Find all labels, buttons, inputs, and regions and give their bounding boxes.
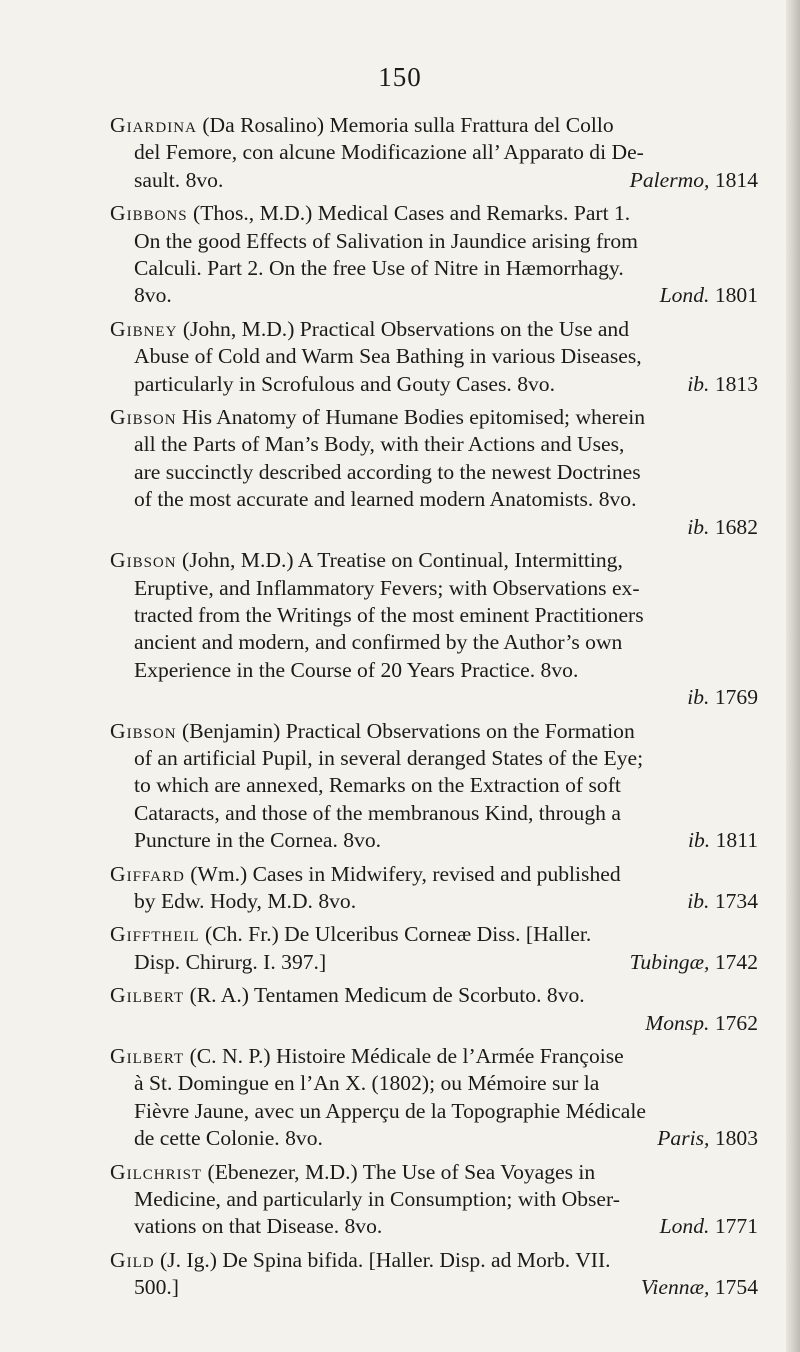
entry-line xyxy=(110,1159,758,1186)
imprint-place: Tubingæ, xyxy=(629,949,710,974)
entry-line xyxy=(110,1186,758,1213)
entry-line xyxy=(110,602,758,629)
entry-surname: Gibney xyxy=(110,316,178,341)
entry-line xyxy=(110,827,758,854)
entry-imprint xyxy=(687,888,758,915)
entry-text: (John, M.D.) A Treatise on Continual, Intermitting, xyxy=(176,548,623,573)
entry-imprint xyxy=(645,1011,758,1035)
entry-text: 500.] xyxy=(134,1275,179,1300)
imprint-place: Lond. xyxy=(659,283,710,308)
entry-surname: Gibson xyxy=(110,548,177,573)
entry-surname: Giffthеil xyxy=(110,922,200,947)
imprint-year: 1801 xyxy=(714,283,758,308)
entry-line xyxy=(110,316,758,343)
imprint-place: Paris, xyxy=(657,1126,710,1151)
imprint-year: 1682 xyxy=(714,514,758,539)
bibliography-entry xyxy=(110,1247,758,1302)
imprint-place: Viennæ, xyxy=(640,1275,710,1300)
entry-surname: Giardina xyxy=(110,113,197,137)
entry-text: particularly in Scrofulous and Gouty Cases. 8vo. xyxy=(134,371,556,396)
entry-text: Cataracts, and those of the membranous Kind, through a xyxy=(134,800,621,825)
entry-line xyxy=(110,629,758,656)
entry-line xyxy=(110,547,758,574)
entry-line xyxy=(110,949,758,976)
entry-line xyxy=(110,745,758,772)
entry-imprint xyxy=(657,1125,758,1152)
entry-line xyxy=(110,861,758,888)
entry-surname: Giffard xyxy=(110,861,185,886)
entry-text: (Ch. Fr.) De Ulceribus Corneæ Diss. [Haller. xyxy=(199,922,592,947)
entry-line xyxy=(110,1043,758,1070)
bibliography-entry xyxy=(110,200,758,310)
entry-line xyxy=(110,1274,758,1301)
entry-surname: Gilchrist xyxy=(110,1159,203,1184)
entry-surname: Gilbert xyxy=(110,983,185,1008)
imprint-place: Palermo, xyxy=(629,167,710,192)
entry-line xyxy=(110,228,758,255)
entry-text: del Femore, con alcune Modificazione all’ Apparato di De- xyxy=(134,140,644,165)
entry-line xyxy=(110,486,758,513)
bibliography-entry xyxy=(110,921,758,976)
entry-line xyxy=(110,343,758,370)
entry-surname: Gild xyxy=(110,1247,155,1272)
entry-line xyxy=(110,888,758,915)
entry-text: vations on that Disease. 8vo. xyxy=(134,1214,383,1239)
entry-line xyxy=(110,112,758,139)
entry-text: (Thos., M.D.) Medical Cases and Remarks. Part 1. xyxy=(187,201,631,226)
imprint-place: Lond. xyxy=(659,1214,710,1239)
bibliography-entry xyxy=(110,1159,758,1241)
bibliography-list xyxy=(110,112,758,1308)
entry-line xyxy=(110,200,758,227)
entry-text: (John, M.D.) Practical Observations on the Use and xyxy=(177,316,630,341)
entry-line xyxy=(110,282,758,309)
page-edge xyxy=(786,0,800,1352)
entry-text: 8vo. xyxy=(134,283,172,308)
entry-text: (Da Rosalino) Memoria sulla Frattura del Collo xyxy=(196,113,614,137)
entry-text: Fièvre Jaune, avec un Apperçu de la Topographie Médicale xyxy=(134,1098,646,1123)
entry-line xyxy=(110,1070,758,1097)
imprint-year: 1814 xyxy=(714,167,758,192)
bibliography-entry xyxy=(110,1043,758,1153)
entry-text: (R. A.) Tentamen Medicum de Scorbuto. 8vo. xyxy=(184,983,585,1008)
entry-text: à St. Domingue en l’An X. (1802); ou Mémoire sur la xyxy=(134,1071,600,1096)
entry-line xyxy=(110,657,758,684)
page-number: 150 xyxy=(378,62,422,92)
entry-imprint xyxy=(687,515,758,539)
entry-line xyxy=(110,371,758,398)
entry-text: Eruptive, and Inflammatory Fevers; with Observations ex- xyxy=(134,575,640,600)
bibliography-entry xyxy=(110,404,758,541)
entry-line xyxy=(110,1247,758,1274)
imprint-year: 1754 xyxy=(714,1275,758,1300)
entry-line xyxy=(110,982,758,1009)
imprint-year: 1813 xyxy=(714,371,758,396)
entry-text: of an artificial Pupil, in several deranged States of the Eye; xyxy=(134,745,644,770)
entry-line xyxy=(110,1213,758,1240)
entry-imprint-line xyxy=(110,1010,758,1037)
bibliography-entry xyxy=(110,547,758,711)
imprint-year: 1769 xyxy=(714,685,758,710)
imprint-place: ib. xyxy=(687,514,710,539)
bibliography-entry xyxy=(110,112,758,194)
entry-text: Experience in the Course of 20 Years Practice. 8vo. xyxy=(134,657,579,682)
bibliography-entry xyxy=(110,982,758,1037)
entry-text: Medicine, and particularly in Consumption; with Obser- xyxy=(134,1187,620,1212)
entry-line xyxy=(110,1098,758,1125)
imprint-place: ib. xyxy=(688,828,711,853)
entry-line xyxy=(110,139,758,166)
entry-text: Disp. Chirurg. I. 397.] xyxy=(134,949,327,974)
entry-text: sault. 8vo. xyxy=(134,167,224,192)
entry-text: to which are annexed, Remarks on the Extraction of soft xyxy=(134,773,621,798)
entry-imprint xyxy=(687,685,758,709)
entry-surname: Gilbert xyxy=(110,1044,185,1068)
entry-text: (C. N. P.) Histoire Médicale de l’Armée Françoise xyxy=(184,1044,624,1068)
entry-line xyxy=(110,800,758,827)
entry-line xyxy=(110,772,758,799)
entry-imprint xyxy=(687,371,758,398)
entry-line xyxy=(110,1125,758,1152)
entry-text: tracted from the Writings of the most eminent Practitioners xyxy=(134,602,644,627)
entry-imprint-line xyxy=(110,514,758,541)
entry-line xyxy=(110,255,758,282)
imprint-place: ib. xyxy=(687,371,710,396)
entry-text: Abuse of Cold and Warm Sea Bathing in various Diseases, xyxy=(134,344,642,369)
entry-text: (Ebenezer, M.D.) The Use of Sea Voyages in xyxy=(202,1159,596,1184)
entry-text: ancient and modern, and confirmed by the Author’s own xyxy=(134,630,623,655)
imprint-year: 1771 xyxy=(714,1214,758,1239)
entry-line xyxy=(110,431,758,458)
imprint-place: Monsp. xyxy=(645,1010,710,1035)
entry-surname: Gibson xyxy=(110,718,177,743)
imprint-year: 1811 xyxy=(715,828,758,853)
imprint-place: ib. xyxy=(687,685,710,710)
bibliography-entry xyxy=(110,316,758,398)
entry-imprint xyxy=(660,1213,758,1240)
entry-imprint-line xyxy=(110,684,758,711)
entry-text: de cette Colonie. 8vo. xyxy=(134,1126,323,1151)
entry-imprint xyxy=(641,1274,758,1301)
entry-text: (Benjamin) Practical Observations on the Formation xyxy=(176,718,635,743)
entry-line xyxy=(110,718,758,745)
entry-text: His Anatomy of Humane Bodies epitomised; wherein xyxy=(176,405,645,430)
entry-line xyxy=(110,404,758,431)
entry-text: of the most accurate and learned modern Anatomists. 8vo. xyxy=(134,487,637,512)
entry-line xyxy=(110,459,758,486)
imprint-place: ib. xyxy=(687,888,710,913)
entry-surname: Gibson xyxy=(110,405,177,430)
bibliography-entry xyxy=(110,718,758,855)
entry-line xyxy=(110,921,758,948)
bibliography-entry xyxy=(110,861,758,916)
entry-imprint xyxy=(630,949,758,976)
entry-text: (J. Ig.) De Spina bifida. [Haller. Disp. ad Morb. VII. xyxy=(154,1247,611,1272)
entry-imprint xyxy=(688,827,758,854)
entry-imprint xyxy=(660,282,758,309)
imprint-year: 1803 xyxy=(714,1126,758,1151)
entry-text: (Wm.) Cases in Midwifery, revised and published xyxy=(184,861,621,886)
entry-text: are succinctly described according to the newest Doctrines xyxy=(134,459,641,484)
imprint-year: 1762 xyxy=(714,1010,758,1035)
imprint-year: 1742 xyxy=(714,949,758,974)
entry-line xyxy=(110,575,758,602)
entry-text: On the good Effects of Salivation in Jaundice arising from xyxy=(134,228,638,253)
imprint-year: 1734 xyxy=(714,888,758,913)
entry-text: Puncture in the Cornea. 8vo. xyxy=(134,828,382,853)
entry-text: by Edw. Hody, M.D. 8vo. xyxy=(134,888,357,913)
entry-imprint xyxy=(630,167,758,194)
entry-surname: Gibbons xyxy=(110,201,188,226)
entry-text: all the Parts of Man’s Body, with their Actions and Uses, xyxy=(134,432,625,457)
entry-line xyxy=(110,167,758,194)
entry-text: Calculi. Part 2. On the free Use of Nitre in Hæmorrhagy. xyxy=(134,256,624,281)
